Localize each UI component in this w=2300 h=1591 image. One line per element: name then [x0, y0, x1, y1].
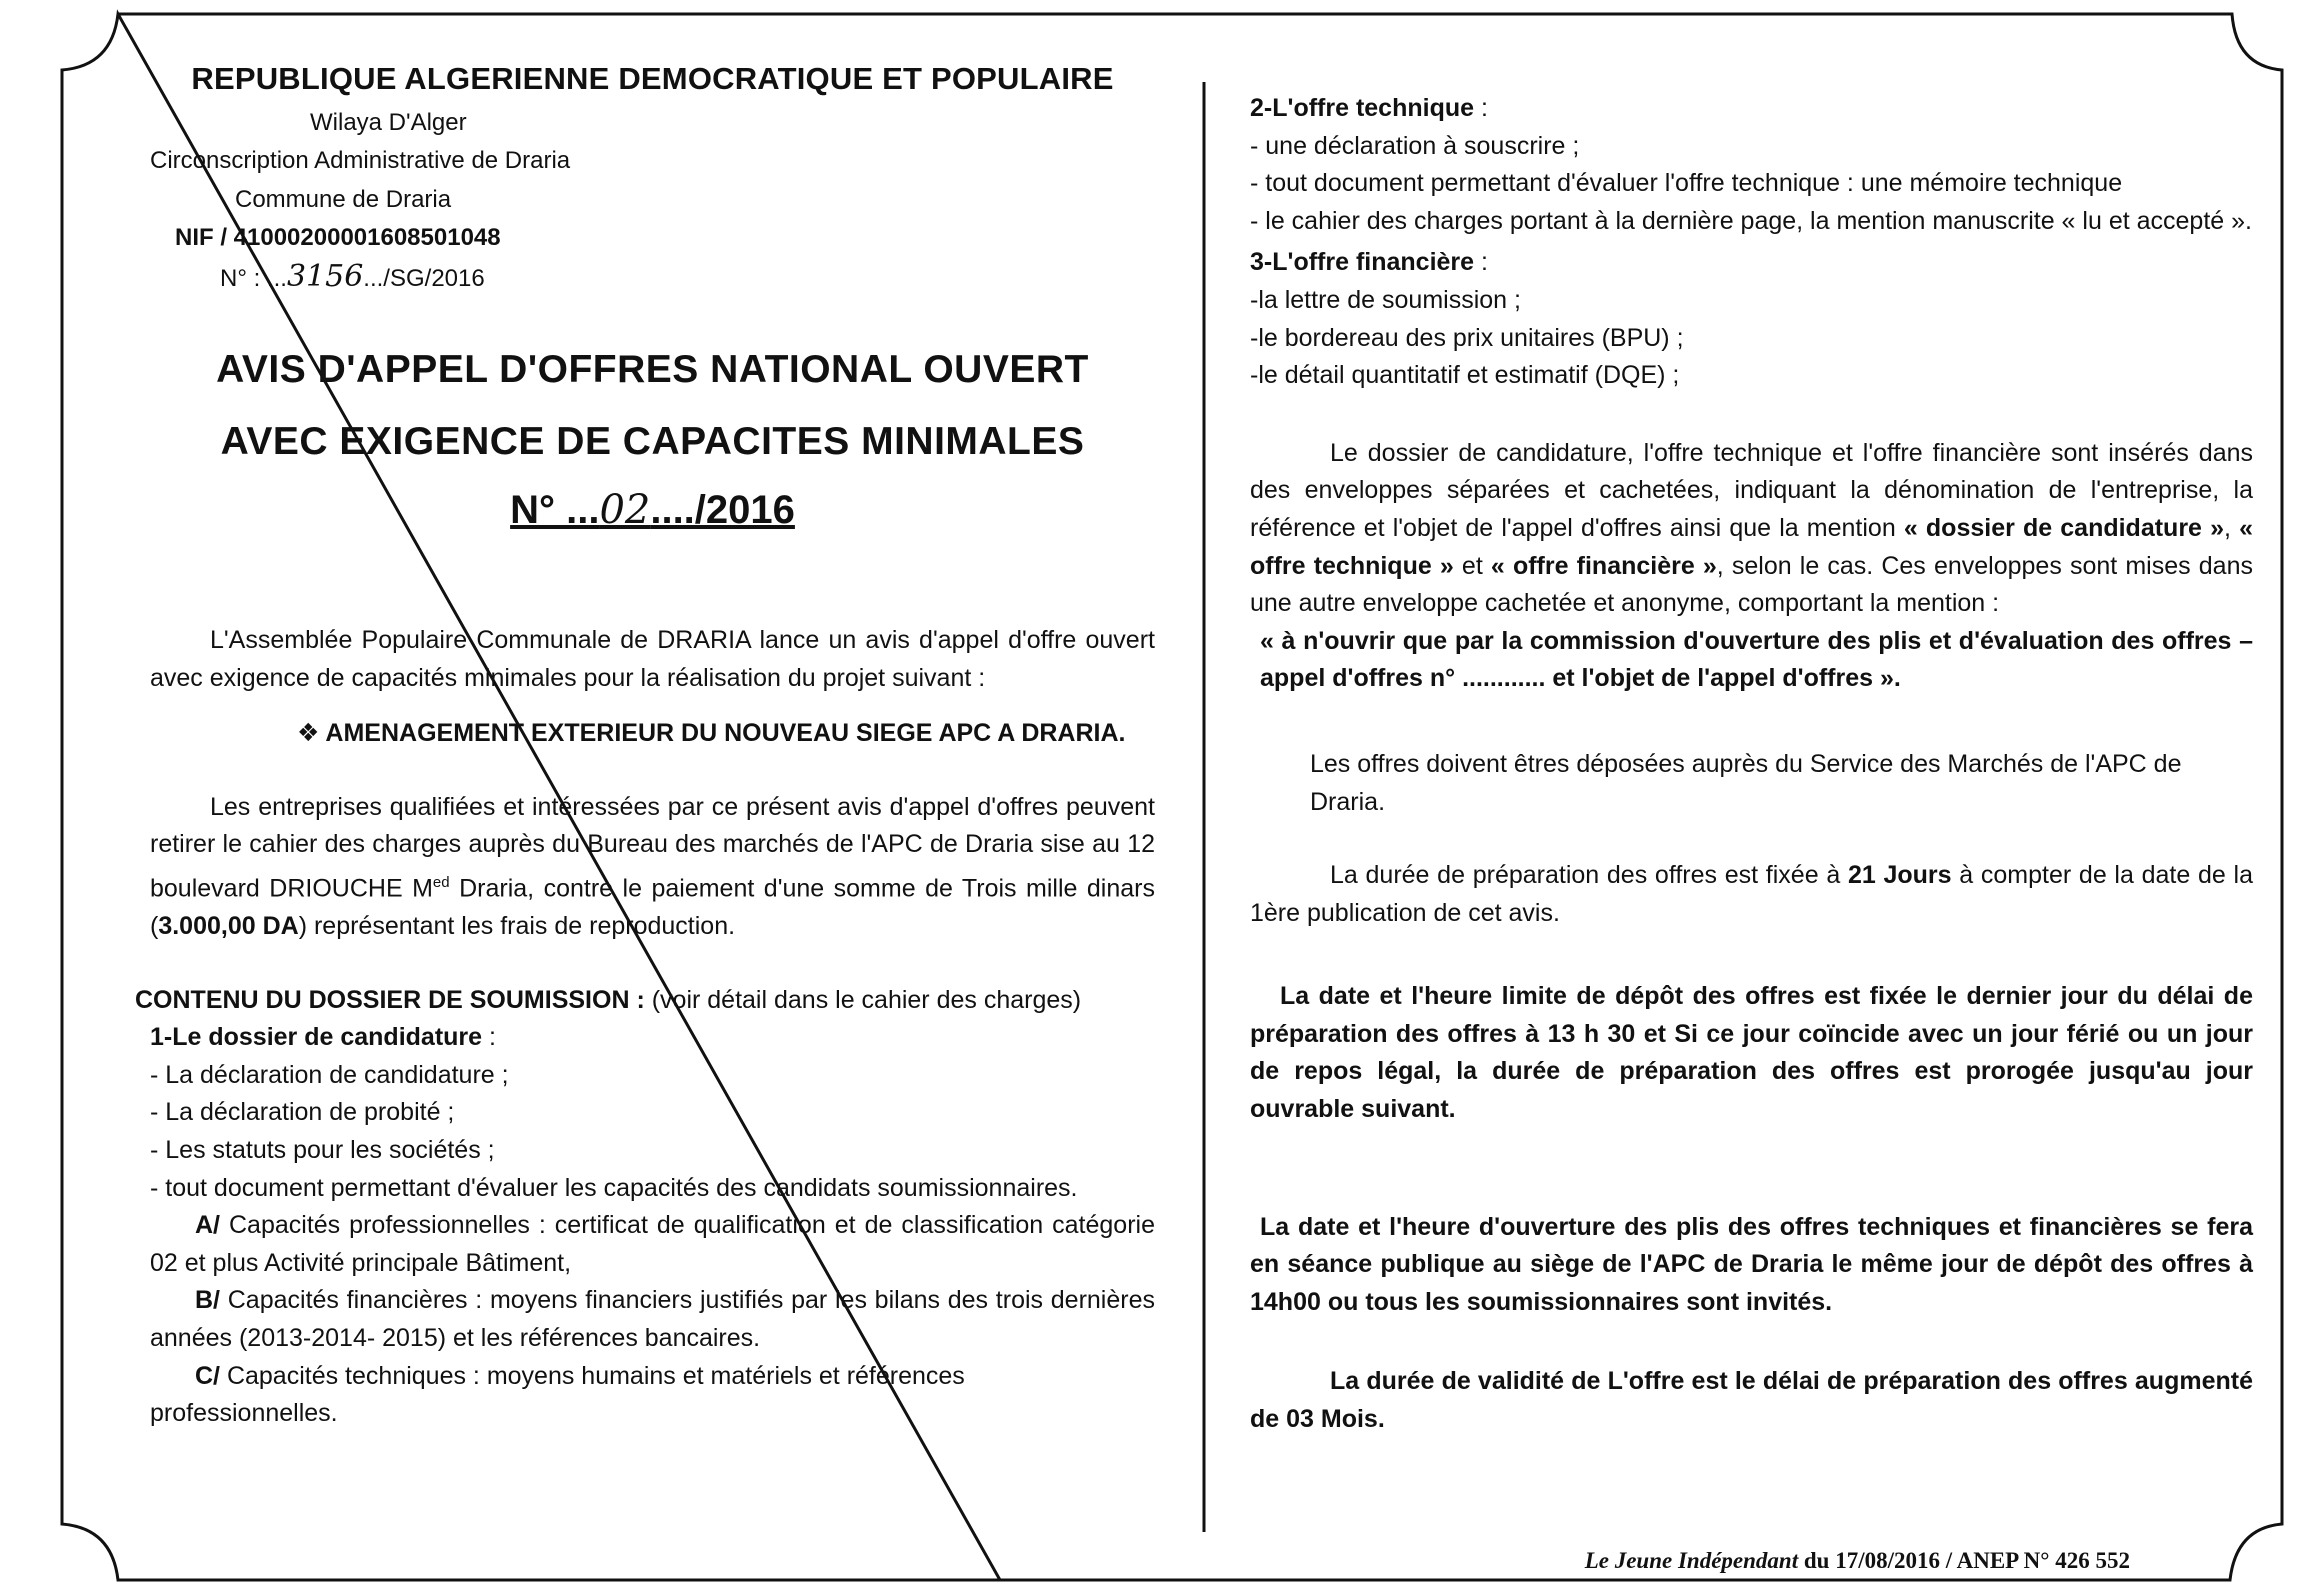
deadline-paragraph: La date et l'heure limite de dépôt des offres est fixée le dernier jour du délai de préparation des offres à 13 h 30 et Si ce jour coïncide avec un jour férié ou un jour de repos légal, la durée de préparation des offres est prorogée jusqu'au jour ouvrable suivant. [1250, 982, 2253, 1124]
deposit-paragraph: Les offres doivent êtres déposées auprès du Service des Marchés de l'APC de Draria. [1310, 749, 2182, 816]
s2-item-1: - une déclaration à souscrire ; [1250, 131, 1580, 160]
s1-item-3: - Les statuts pour les sociétés ; [150, 1135, 495, 1164]
duration-paragraph: La durée de préparation des offres est fixée à 21 Jours à compter de la date de la 1ère publication de cet avis. [1250, 861, 2253, 927]
capacity-b: B/ Capacités financières : moyens financiers justifiés par les bilans des trois dernières années (2013-2014- 2015) et les références bancaires. [150, 1286, 1155, 1352]
s3-item-1: -la lettre de soumission ; [1250, 285, 1521, 314]
envelope-mention: « à n'ouvrir que par la commission d'ouverture des plis et d'évaluation des offres – appel d'offres n° ............ et l'objet de l'appel d'offres ». [1260, 626, 2253, 693]
s1-item-2: - La déclaration de probité ; [150, 1098, 455, 1127]
left-column [135, 60, 1155, 1433]
commune-line: Commune de Draria [235, 185, 452, 213]
s1-item-4: - tout document permettant d'évaluer les capacités des candidats soumissionnaires. [150, 1173, 1078, 1202]
s2-item-3: - le cahier des charges portant à la dernière page, la mention manuscrite « lu et accepté ». [1250, 206, 2252, 235]
notice-number: N° ...02..../2016 [510, 487, 795, 534]
reference-number: N° : ...3156.../SG/2016 [220, 258, 485, 294]
title-line-1: AVIS D'APPEL D'OFFRES NATIONAL OUVERT [216, 348, 1089, 392]
republic-heading: REPUBLIQUE ALGERIENNE DEMOCRATIQUE ET POPULAIRE [191, 61, 1114, 96]
wilaya-line: Wilaya D'Alger [310, 108, 467, 136]
section-1-title: 1-Le dossier de candidature : [150, 1023, 496, 1052]
envelope-paragraph: Le dossier de candidature, l'offre technique et l'offre financière sont insérés dans des enveloppes séparées et cachetées, indiquant la dénomination de l'entreprise, la référence et l'objet de l'appel d'offres ainsi que la mention « dossier de candidature », « offre technique » et « offre financière », selon le cas. Ces enveloppes sont mises dans une autre enveloppe cachetée et anonyme, comportant la mention : [1250, 438, 2253, 618]
s3-item-2: -le bordereau des prix unitaires (BPU) ; [1250, 323, 1684, 352]
withdrawal-paragraph: Les entreprises qualifiées et intéressées par ce présent avis d'appel d'offres peuvent retirer le cahier des charges auprès du Bureau des marchés de l'APC de Draria sise au 12 boulevard DRIOUCHE $M^{ed}$ Draria, contre le paiement d'une somme de Trois mille dinars (3.000,00 DA) représentant les frais de reproduction. [150, 792, 1155, 940]
right-column [1250, 90, 2253, 1439]
intro-paragraph: L'Assemblée Populaire Communale de DRARIA lance un avis d'appel d'offre ouvert avec exigence de capacités minimales pour la réalisation du projet suivant : [150, 626, 1155, 692]
issuer-block [150, 104, 1155, 299]
s2-item-2: - tout document permettant d'évaluer l'offre technique : une mémoire technique [1250, 169, 2123, 198]
handwritten-number: 02 [599, 487, 651, 534]
project-line: ❖ AMENAGEMENT EXTERIEUR DU NOUVEAU SIEGE APC A DRARIA. [297, 719, 1126, 748]
section-3-title: 3-L'offre financière : [1250, 248, 1488, 277]
nif-line: NIF / 41000200001608501048 [175, 224, 501, 252]
circonscription-line: Circonscription Administrative de Draria [150, 147, 571, 175]
title-line-2: AVEC EXIGENCE DE CAPACITES MINIMALES [220, 420, 1085, 464]
capacity-c: C/ Capacités techniques : moyens humains et matériels et références professionnelles. [150, 1361, 965, 1428]
section-2-title: 2-L'offre technique : [1250, 94, 1488, 122]
validity-paragraph: La durée de validité de L'offre est le délai de préparation des offres augmenté de 03 Mois. [1250, 1367, 2253, 1434]
contenu-heading: CONTENU DU DOSSIER DE SOUMISSION : (voir détail dans le cahier des charges) [135, 985, 1082, 1014]
s3-item-3: -le détail quantitatif et estimatif (DQE) ; [1250, 361, 1680, 390]
capacity-a: A/ Capacités professionnelles : certificat de qualification et de classification catégorie 02 et plus Activité principale Bâtiment, [150, 1211, 1155, 1277]
s1-item-1: - La déclaration de candidature ; [150, 1060, 509, 1089]
notice-title [150, 334, 1155, 542]
publication-footer: Le Jeune Indépendant du 17/08/2016 / ANEP N° 426 552 [1584, 1548, 2130, 1573]
opening-paragraph: La date et l'heure d'ouverture des plis des offres techniques et financières se fera en séance publique au siège de l'APC de Draria le même jour de dépôt des offres à 14h00 ou tous les soumissionnaires sont invités. [1250, 1212, 2253, 1316]
handwritten-ref: 3156 [286, 258, 364, 294]
